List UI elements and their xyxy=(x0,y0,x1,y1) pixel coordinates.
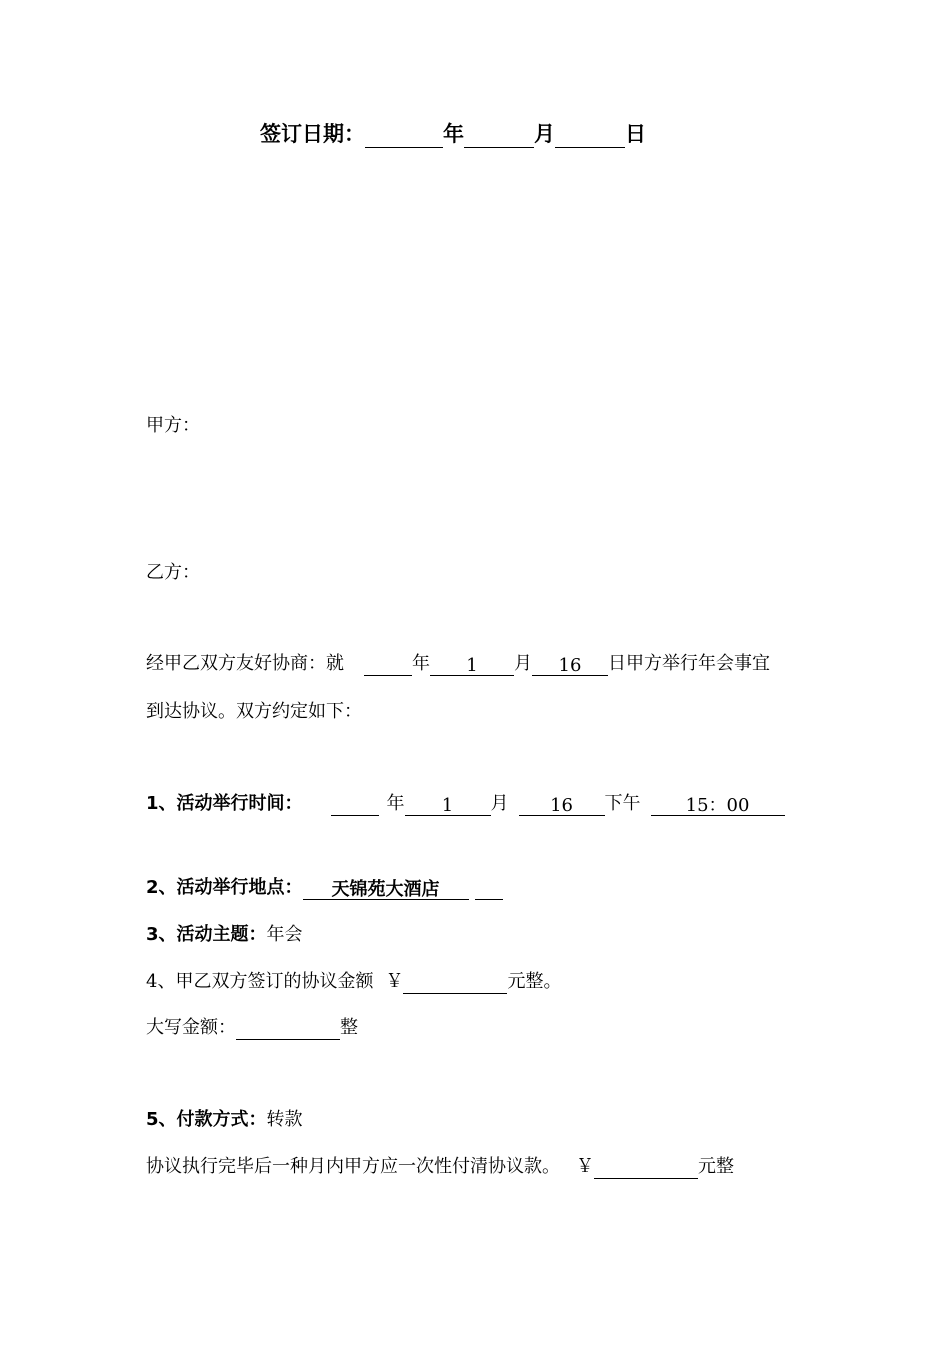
amount-words-blank[interactable] xyxy=(236,1018,340,1040)
intro-line-1 xyxy=(146,652,770,676)
item-time-label: 1、活动举行时间： xyxy=(146,793,303,814)
time-month-value: 1 xyxy=(405,794,491,816)
item-time-line xyxy=(146,792,785,816)
amount-words-line xyxy=(146,1016,358,1040)
item-theme-line xyxy=(146,923,303,947)
location-extra-blank[interactable] xyxy=(475,878,503,900)
amount-words-label: 大写金额： xyxy=(146,1017,236,1038)
month-blank[interactable] xyxy=(464,126,534,148)
time-day-value: 16 xyxy=(519,794,605,816)
item-payment-label: 5、付款方式： xyxy=(146,1109,267,1130)
payment-blank[interactable] xyxy=(594,1157,698,1179)
intro-line-2 xyxy=(146,700,362,724)
item-location-label: 2、活动举行地点： xyxy=(146,877,303,898)
item-amount-line xyxy=(146,970,561,994)
day-blank[interactable] xyxy=(555,126,625,148)
payment-suffix: 元整 xyxy=(698,1156,734,1177)
time-month-unit: 月 xyxy=(490,793,509,814)
item-payment-line xyxy=(146,1108,303,1132)
party-a-label: 甲方： xyxy=(146,415,200,436)
signing-date-label: 签订日期： xyxy=(260,122,365,146)
intro-line-2-text: 到达协议。双方约定如下： xyxy=(146,701,362,722)
signing-date-line xyxy=(0,120,906,148)
intro-year-unit: 年 xyxy=(412,653,430,674)
intro-day-value: 16 xyxy=(532,654,608,676)
year-blank[interactable] xyxy=(365,126,443,148)
amount-suffix: 元整。 xyxy=(507,971,562,992)
payment-detail-line xyxy=(146,1155,734,1179)
intro-year-blank[interactable] xyxy=(364,654,412,676)
time-period: 下午 xyxy=(604,793,641,814)
intro-suffix: 日甲方举行年会事宜 xyxy=(608,653,770,674)
intro-month-value: 1 xyxy=(430,654,514,676)
payment-detail: 协议执行完毕后一种月内甲方应一次性付清协议款。 xyxy=(146,1156,560,1177)
month-unit: 月 xyxy=(534,122,555,146)
day-unit: 日 xyxy=(625,122,646,146)
year-unit: 年 xyxy=(443,122,464,146)
time-year-blank[interactable] xyxy=(331,794,379,816)
amount-text: 4、甲乙双方签订的协议金额 xyxy=(146,971,374,992)
amount-blank[interactable] xyxy=(403,972,507,994)
location-value: 天锦苑大酒店 xyxy=(303,878,469,900)
party-a-line xyxy=(146,414,200,438)
time-clock-value: 15：00 xyxy=(651,794,785,816)
party-b-line xyxy=(146,561,200,585)
amount-words-suffix: 整 xyxy=(340,1017,358,1038)
theme-value: 年会 xyxy=(266,924,303,945)
payment-value: 转款 xyxy=(266,1109,303,1130)
intro-prefix: 经甲乙双方友好协商：就 xyxy=(146,653,344,674)
amount-currency: ￥ xyxy=(385,971,404,992)
item-theme-label: 3、活动主题： xyxy=(146,924,267,945)
time-year-unit: 年 xyxy=(386,793,405,814)
party-b-label: 乙方： xyxy=(146,562,200,583)
intro-month-unit: 月 xyxy=(514,653,532,674)
payment-currency: ￥ xyxy=(576,1156,594,1177)
item-location-line xyxy=(146,876,503,900)
